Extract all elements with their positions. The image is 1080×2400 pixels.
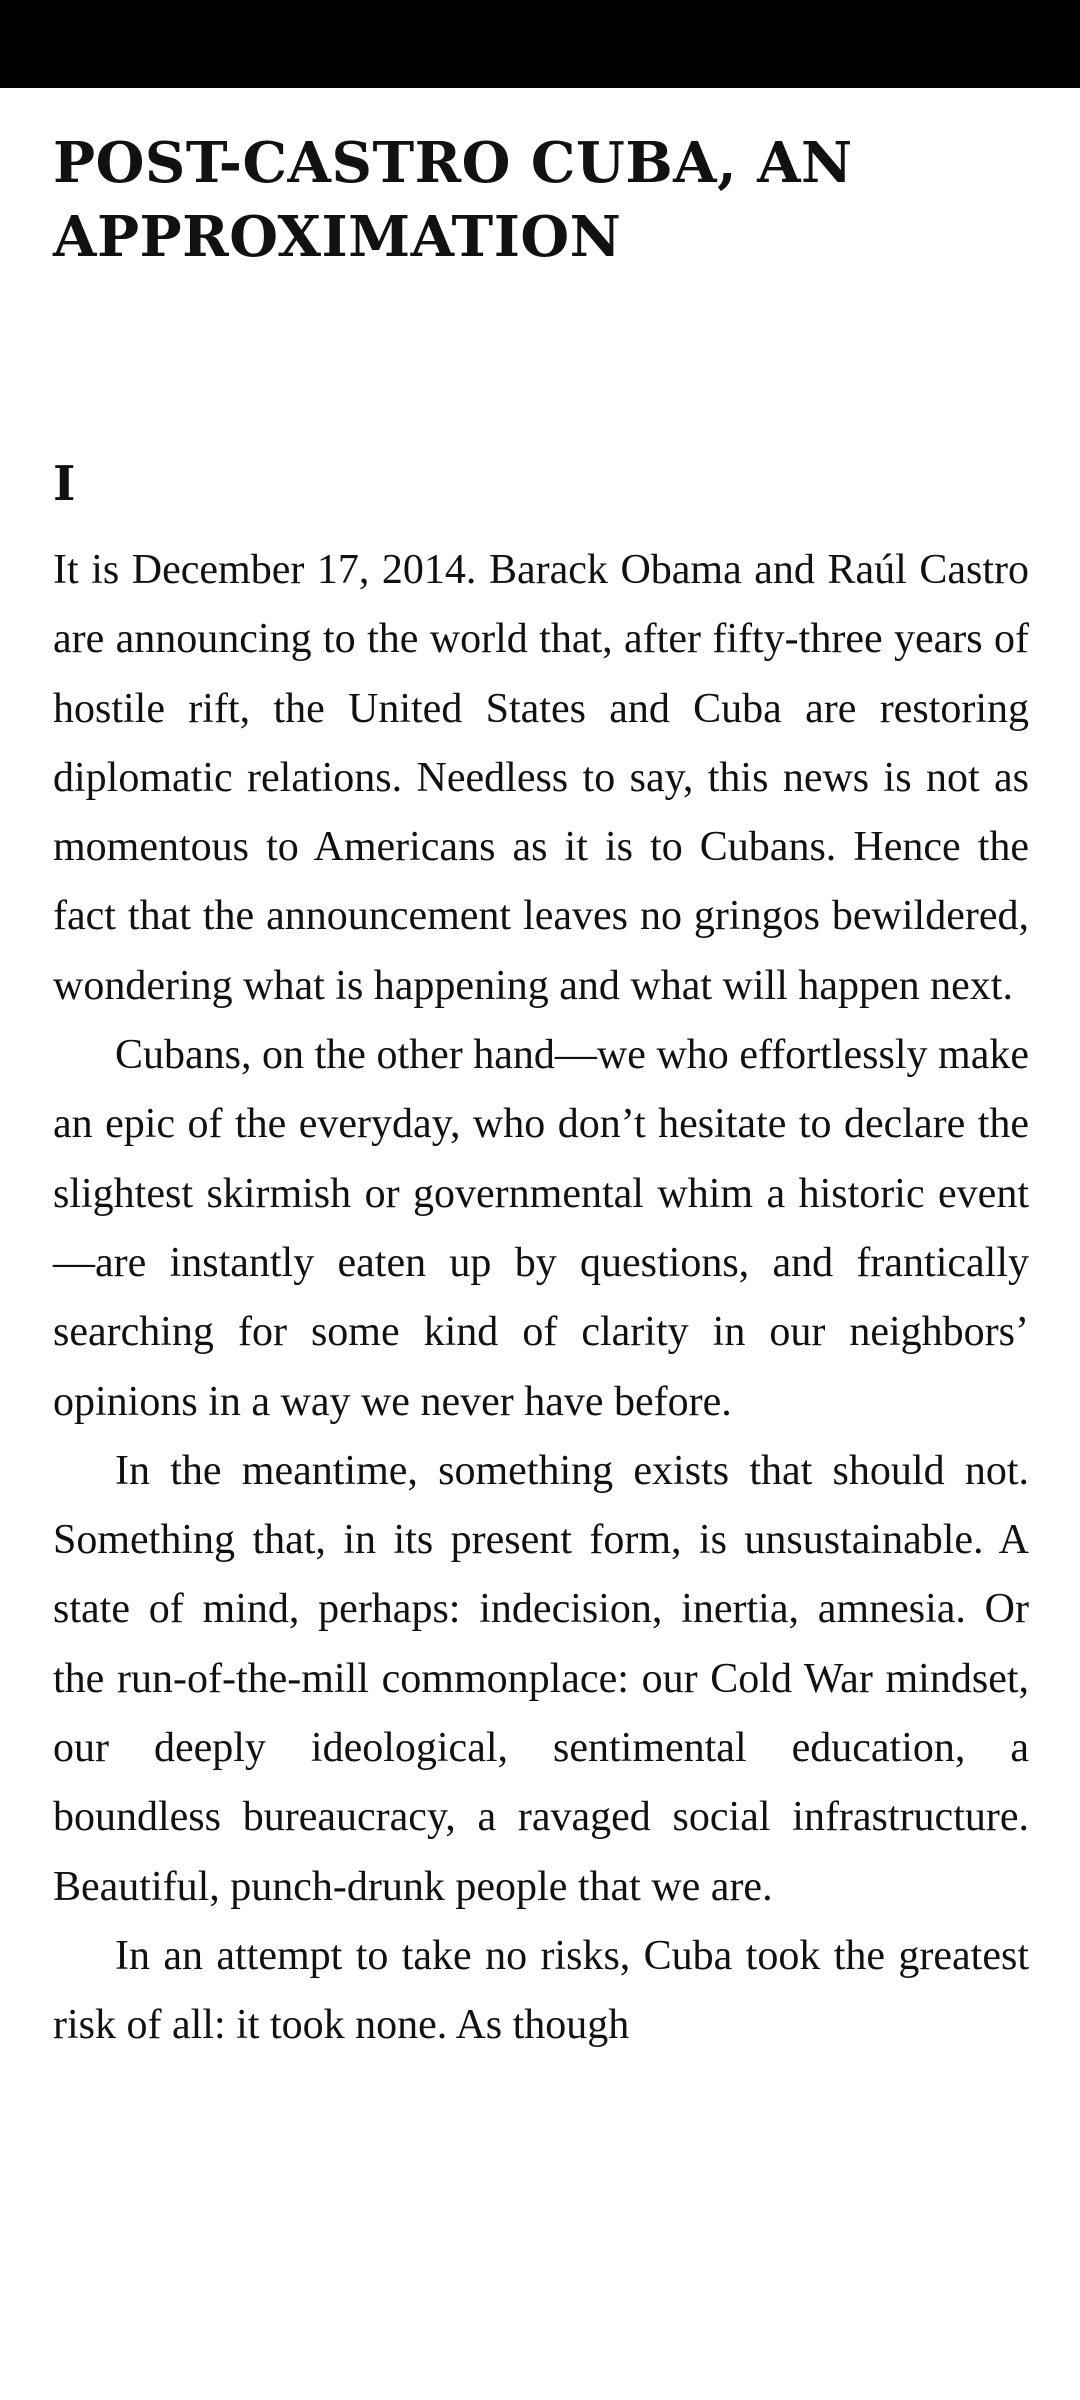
chapter-title: POST-CASTRO CUBA, AN APPROXIMATION: [53, 130, 853, 270]
paragraph: It is December 17, 2014. Barack Obama and Raúl Castro are announcing to the world that, after fifty-three years of hostile rift, the United States and Cuba are restoring diplomatic relations. Needless to say, this news is not as momentous to Americans as it is to Cubans. Hence the fact that the announcement leaves no gringos bewildered, wondering what is happening and what will happen next.: [53, 547, 1029, 1009]
status-bar: [0, 0, 1080, 88]
paragraph: In an attempt to take no risks, Cuba took the greatest risk of all: it took none. As though: [53, 1932, 1029, 2049]
section-numeral: I: [53, 456, 76, 512]
paragraph: In the meantime, something exists that should not. Something that, in its present form, is unsustainable. A state of mind, perhaps: indecision, inertia, amnesia. Or the run-of-the-mill commonplace: our Cold War mindset, our deeply ideological, sentimental education, a boundless bureaucracy, a ravaged social infrastructure. Beautiful, punch-drunk people that we are.: [53, 1447, 1029, 1910]
paragraph: Cubans, on the other hand—we who effortlessly make an epic of the everyday, who don’t hesitate to declare the slightest skirmish or governmental whim a historic event—are instantly eaten up by questions, and frantically searching for some kind of clarity in our neighbors’ opinions in a way we never have before.: [53, 1032, 1029, 1425]
reader-page[interactable]: [53, 88, 1029, 2061]
body-text: [53, 536, 1029, 2061]
